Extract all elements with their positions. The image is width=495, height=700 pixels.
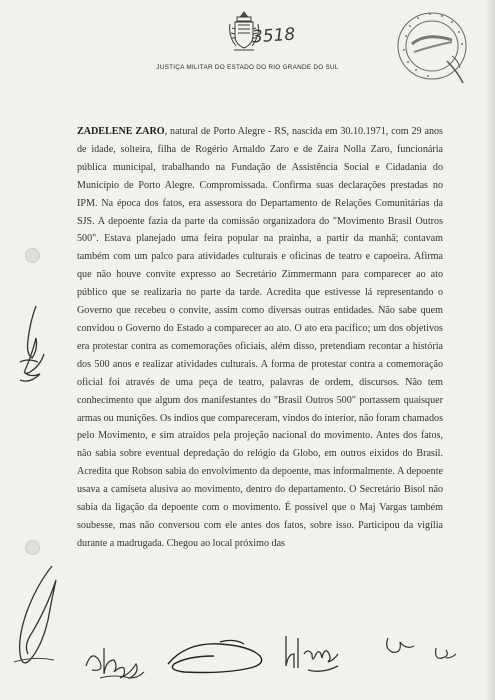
header-title: JUSTIÇA MILITAR DO ESTADO DO RIO GRANDE DO SUL [156,64,339,71]
handwritten-signature-4 [380,628,420,658]
punch-hole-bottom [25,540,40,555]
deponent-name: ZADELENE ZARO [77,126,165,137]
handwritten-signature-2 [162,634,274,680]
testimony-body: , natural de Porto Alegre - RS, nascida em 30.10.1971, com 29 anos de idade, solteira, filha de Rogério Arnaldo Zaro e de Zaira Nolla Zaro, funcionária pública municipal, trabalhando na Fundação de Assistência Social e Cidadania do Município de Porto Alegre. Compromissada. Confirma suas declarações prestadas no IPM. Na época dos fatos, era assessora do Departamento de Relações Comunitárias da SJS. A depoente fazia da parte da comissão organizadora do "Movimento Brasil Outros 500". Estava planejado uma feira popular na prainha, a partir da manhã; contavam também com um palco para atividades culturais e oficinas de teatro e capoeira. Afirma que não houve convite expresso ao Secretário Zimmermann para comparecer ao ato público que se realizaria no parte da tarde. Acredita que estivesse lá representando o Governo que recebeu o convite, assim como diversas outras entidades. Não sabe quem convidou o Governo do Estado a comparecer ao ato. O ato era pacífico; um dos objetivos era protestar contra as comemorações oficiais, além disso, pretendiam recontar a história dos 500 anos e realizar atividades culturais. A forma de protestar contra a comemoração oficial foi através de uma peça de teatro, palavras de ordem, discursos. Não tem conhecimento que algum dos manifestantes do "Brasil Outros 500" portassem quaisquer armas ou munições. Os índios que compareceram, vindos do interior, não foram chamados pelo Movimento, e sim atraídos pela projeção nacional do movimento. Antes dos fatos, não sabia sobre eventual depredação do relógio da Globo, em outros eixidos do Brasil. Acredita que Robson sabia do envolvimento da depoente, mas informalmente. A depoente usava a camiseta alusiva ao movimento, dentro do departamento. O Secretário Bisol não sabia da ligação da depoente com o movimento. É possível que o Maj Vargas também soubesse, mas não conversou com ele antes dos fatos, sobre isso. Participou da vigília durante a madrugada. Chegou ao local próximo das [77,126,443,549]
testimony-text [77,123,443,553]
handwritten-signature-3 [278,630,350,680]
handwritten-signature-left-margin [10,302,50,392]
handwritten-signature-5 [430,642,460,666]
handwritten-page-number: 3518 [251,24,296,48]
punch-hole-top [25,248,40,263]
handwritten-signature-bottom-left [6,562,66,672]
handwritten-signature-1 [82,638,152,684]
circular-seal-stamp-icon [392,6,470,90]
page-edge-shadow [485,0,495,700]
